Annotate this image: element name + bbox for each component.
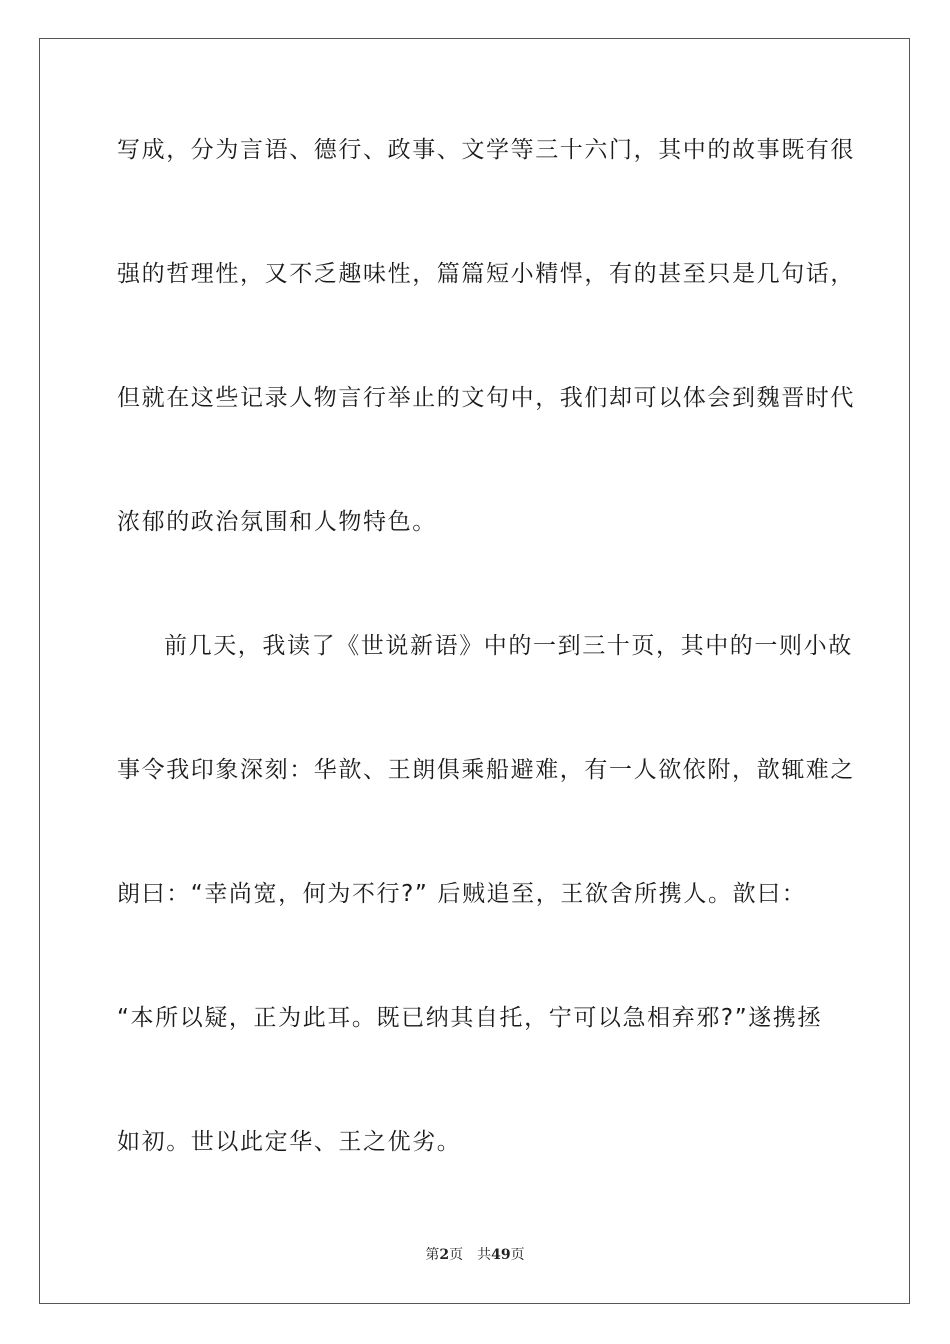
page-number: 2 (439, 1247, 450, 1263)
paragraph-line-5: 前几天，我读了《世说新语》中的一到三十页，其中的一则小故 (164, 633, 853, 659)
page-border (39, 38, 910, 1304)
page-suffix: 页 (449, 1247, 464, 1263)
page-footer (0, 1246, 950, 1264)
total-pages: 49 (491, 1247, 511, 1263)
paragraph-line-6: 事令我印象深刻：华歆、王朗俱乘船避难，有一人欲依附，歆辄难之 (117, 757, 855, 783)
paragraph-line-3: 但就在这些记录人物言行举止的文句中，我们却可以体会到魏晋时代 (117, 385, 855, 411)
paragraph-line-1: 写成，分为言语、德行、政事、文学等三十六门，其中的故事既有很 (117, 137, 855, 163)
paragraph-line-9: 如初。世以此定华、王之优劣。 (117, 1129, 462, 1155)
paragraph-line-8: “本所以疑，正为此耳。既已纳其自托，宁可以急相弃邪?”遂携拯 (117, 1005, 823, 1031)
total-prefix: 共 (477, 1247, 492, 1263)
paragraph-line-7: 朗曰：“幸尚宽，何为不行?” 后贼追至，王欲舍所携人。歆曰： (117, 881, 807, 907)
total-suffix: 页 (510, 1247, 525, 1263)
page-prefix: 第 (425, 1247, 440, 1263)
paragraph-line-2: 强的哲理性，又不乏趣味性，篇篇短小精悍，有的甚至只是几句话， (117, 261, 855, 287)
paragraph-line-4: 浓郁的政治氛围和人物特色。 (117, 509, 437, 535)
